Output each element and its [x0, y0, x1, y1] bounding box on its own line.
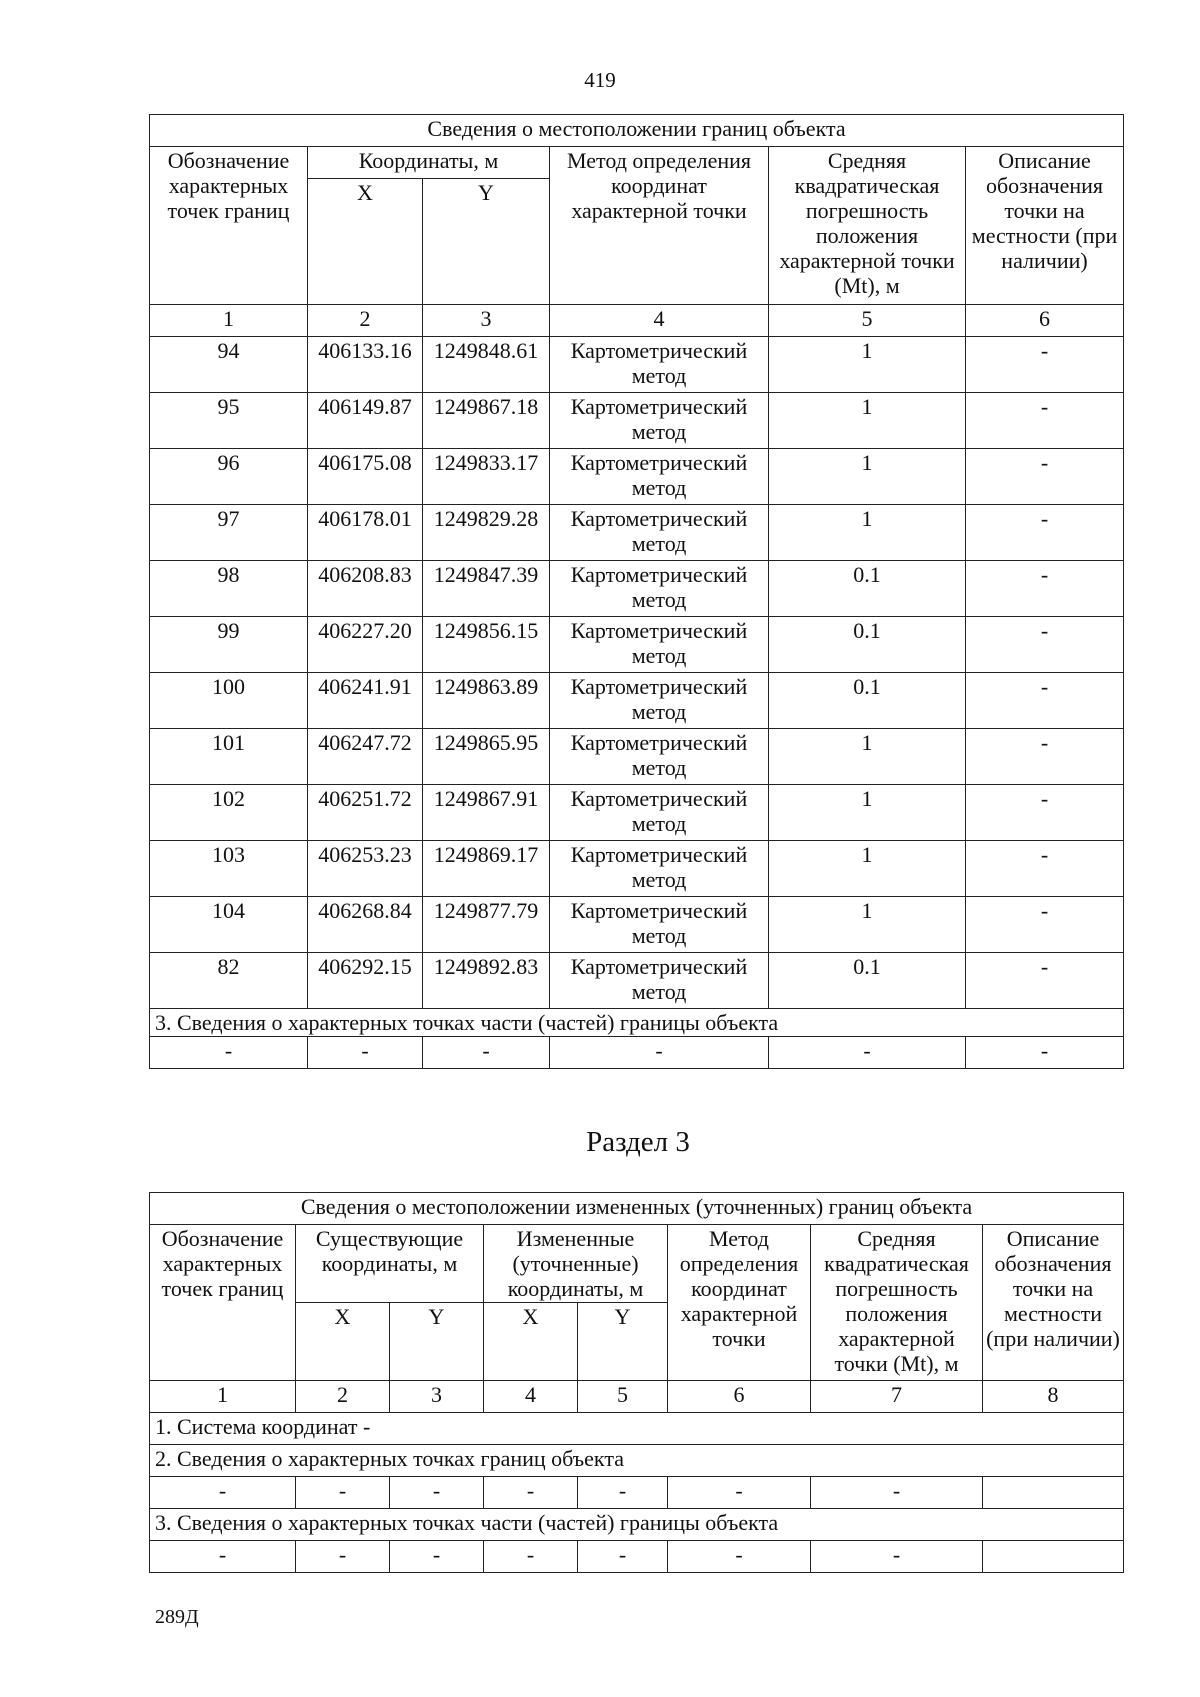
header-method: Метод определения координат характерной точки [668, 1225, 811, 1381]
header-changed-coords: Измененные (уточненные) координаты, м [484, 1225, 668, 1303]
cell-x: 406292.15 [308, 953, 423, 1009]
cell-method: Картометрический метод [550, 673, 769, 729]
header-description: Описание обозначения точки на местности (при наличии) [983, 1225, 1124, 1381]
cell-point: 103 [150, 841, 308, 897]
column-number: 4 [550, 305, 769, 337]
cell-point: 82 [150, 953, 308, 1009]
cell-method: Картометрический метод [550, 841, 769, 897]
header-point: Обозначение характерных точек границ [150, 147, 308, 305]
cell-point: 104 [150, 897, 308, 953]
cell-y: 1249869.17 [423, 841, 550, 897]
cell-error: 0.1 [769, 617, 966, 673]
cell-y: 1249877.79 [423, 897, 550, 953]
cell-y: 1249892.83 [423, 953, 550, 1009]
table-row [150, 729, 1124, 785]
column-number: 7 [811, 1381, 983, 1413]
section3-label: 3. Сведения о характерных точках части (частей) границы объекта [150, 1009, 1124, 1037]
table-row [150, 673, 1124, 729]
header-coords: Координаты, м [308, 147, 550, 179]
table-cell: - [296, 1477, 390, 1509]
header-existing-coords: Существующие координаты, м [296, 1225, 484, 1303]
table-cell: - [390, 1541, 484, 1573]
cell-description: - [966, 561, 1124, 617]
cell-x: 406247.72 [308, 729, 423, 785]
table-row [150, 337, 1124, 393]
cell-description: - [966, 393, 1124, 449]
table-row [150, 393, 1124, 449]
cell-point: 100 [150, 673, 308, 729]
cell-error: 1 [769, 785, 966, 841]
table-cell: - [150, 1037, 308, 1069]
table-cell: - [668, 1477, 811, 1509]
table-cell: - [484, 1541, 578, 1573]
column-number: 2 [296, 1381, 390, 1413]
cell-x: 406241.91 [308, 673, 423, 729]
cell-description: - [966, 673, 1124, 729]
column-number: 4 [484, 1381, 578, 1413]
cell-x: 406253.23 [308, 841, 423, 897]
cell-y: 1249833.17 [423, 449, 550, 505]
column-number-row [150, 1381, 1124, 1413]
header-x: X [296, 1303, 390, 1381]
column-number: 3 [423, 305, 550, 337]
table-row [150, 449, 1124, 505]
cell-error: 1 [769, 729, 966, 785]
cell-method: Картометрический метод [550, 337, 769, 393]
cell-method: Картометрический метод [550, 617, 769, 673]
cell-error: 1 [769, 841, 966, 897]
cell-method: Картометрический метод [550, 785, 769, 841]
table-cell: - [769, 1037, 966, 1069]
table-title: Сведения о местоположении границ объекта [150, 115, 1124, 147]
column-number: 3 [390, 1381, 484, 1413]
table-cell: - [550, 1037, 769, 1069]
cell-description: - [966, 785, 1124, 841]
cell-y: 1249856.15 [423, 617, 550, 673]
cell-description: - [966, 729, 1124, 785]
table-cell: - [296, 1541, 390, 1573]
column-number: 6 [668, 1381, 811, 1413]
cell-y: 1249848.61 [423, 337, 550, 393]
cell-method: Картометрический метод [550, 561, 769, 617]
table-cell: - [966, 1037, 1124, 1069]
section3-label: 3. Сведения о характерных точках части (частей) границы объекта [150, 1509, 1124, 1541]
boundary-location-table [149, 114, 1124, 1069]
header-x: X [484, 1303, 578, 1381]
table-cell: - [423, 1037, 550, 1069]
cell-error: 0.1 [769, 561, 966, 617]
cell-point: 96 [150, 449, 308, 505]
cell-method: Картометрический метод [550, 897, 769, 953]
table-row [150, 785, 1124, 841]
cell-y: 1249847.39 [423, 561, 550, 617]
table-row [150, 1541, 1124, 1573]
cell-point: 99 [150, 617, 308, 673]
header-y: Y [423, 179, 550, 305]
cell-y: 1249865.95 [423, 729, 550, 785]
cell-method: Картометрический метод [550, 505, 769, 561]
cell-description: - [966, 617, 1124, 673]
column-number: 5 [769, 305, 966, 337]
cell-y: 1249829.28 [423, 505, 550, 561]
changed-boundary-table [149, 1192, 1124, 1573]
cell-method: Картометрический метод [550, 729, 769, 785]
cell-x: 406133.16 [308, 337, 423, 393]
cell-x: 406175.08 [308, 449, 423, 505]
table-cell [983, 1541, 1124, 1573]
cell-method: Картометрический метод [550, 953, 769, 1009]
cell-error: 0.1 [769, 673, 966, 729]
column-number: 1 [150, 1381, 296, 1413]
cell-point: 98 [150, 561, 308, 617]
table-row [150, 1037, 1124, 1069]
header-description: Описание обозначения точки на местности (при наличии) [966, 147, 1124, 305]
table-cell: - [150, 1477, 296, 1509]
coord-system-label: 1. Система координат - [150, 1413, 1124, 1445]
table-cell [983, 1477, 1124, 1509]
table-cell: - [811, 1477, 983, 1509]
header-error: Средняя квадратическая погрешность положения характерной точки (Mt), м [811, 1225, 983, 1381]
cell-point: 94 [150, 337, 308, 393]
cell-error: 1 [769, 393, 966, 449]
header-y: Y [390, 1303, 484, 1381]
cell-x: 406251.72 [308, 785, 423, 841]
column-number: 2 [308, 305, 423, 337]
table-cell: - [578, 1477, 668, 1509]
table-row [150, 953, 1124, 1009]
section2-label: 2. Сведения о характерных точках границ объекта [150, 1445, 1124, 1477]
cell-point: 95 [150, 393, 308, 449]
header-y: Y [578, 1303, 668, 1381]
table-title: Сведения о местоположении измененных (уточненных) границ объекта [150, 1193, 1124, 1225]
page-number: 419 [584, 68, 616, 92]
cell-point: 101 [150, 729, 308, 785]
table-row [150, 505, 1124, 561]
table-row [150, 1477, 1124, 1509]
cell-description: - [966, 953, 1124, 1009]
cell-x: 406149.87 [308, 393, 423, 449]
header-method: Метод определения координат характерной точки [550, 147, 769, 305]
header-point: Обозначение характерных точек границ [150, 1225, 296, 1381]
table-cell: - [811, 1541, 983, 1573]
cell-error: 1 [769, 337, 966, 393]
cell-description: - [966, 449, 1124, 505]
cell-y: 1249863.89 [423, 673, 550, 729]
cell-x: 406178.01 [308, 505, 423, 561]
table-cell: - [668, 1541, 811, 1573]
column-number: 1 [150, 305, 308, 337]
section-heading: Раздел 3 [586, 1126, 690, 1158]
header-error: Средняя квадратическая погрешность положения характерной точки (Mt), м [769, 147, 966, 305]
cell-error: 1 [769, 897, 966, 953]
cell-method: Картометрический метод [550, 449, 769, 505]
column-number: 5 [578, 1381, 668, 1413]
cell-x: 406227.20 [308, 617, 423, 673]
cell-x: 406208.83 [308, 561, 423, 617]
cell-description: - [966, 897, 1124, 953]
cell-point: 102 [150, 785, 308, 841]
cell-description: - [966, 841, 1124, 897]
table-cell: - [308, 1037, 423, 1069]
table-row [150, 561, 1124, 617]
cell-error: 1 [769, 449, 966, 505]
cell-y: 1249867.91 [423, 785, 550, 841]
table-cell: - [484, 1477, 578, 1509]
table-cell: - [150, 1541, 296, 1573]
table-cell: - [390, 1477, 484, 1509]
column-number-row [150, 305, 1124, 337]
cell-x: 406268.84 [308, 897, 423, 953]
cell-point: 97 [150, 505, 308, 561]
footer-code: 289Д [155, 1606, 199, 1628]
column-number: 6 [966, 305, 1124, 337]
cell-error: 0.1 [769, 953, 966, 1009]
table-row [150, 617, 1124, 673]
table-cell: - [578, 1541, 668, 1573]
cell-description: - [966, 505, 1124, 561]
column-number: 8 [983, 1381, 1124, 1413]
table-row [150, 897, 1124, 953]
cell-method: Картометрический метод [550, 393, 769, 449]
cell-error: 1 [769, 505, 966, 561]
cell-y: 1249867.18 [423, 393, 550, 449]
cell-description: - [966, 337, 1124, 393]
table-row [150, 841, 1124, 897]
header-x: X [308, 179, 423, 305]
